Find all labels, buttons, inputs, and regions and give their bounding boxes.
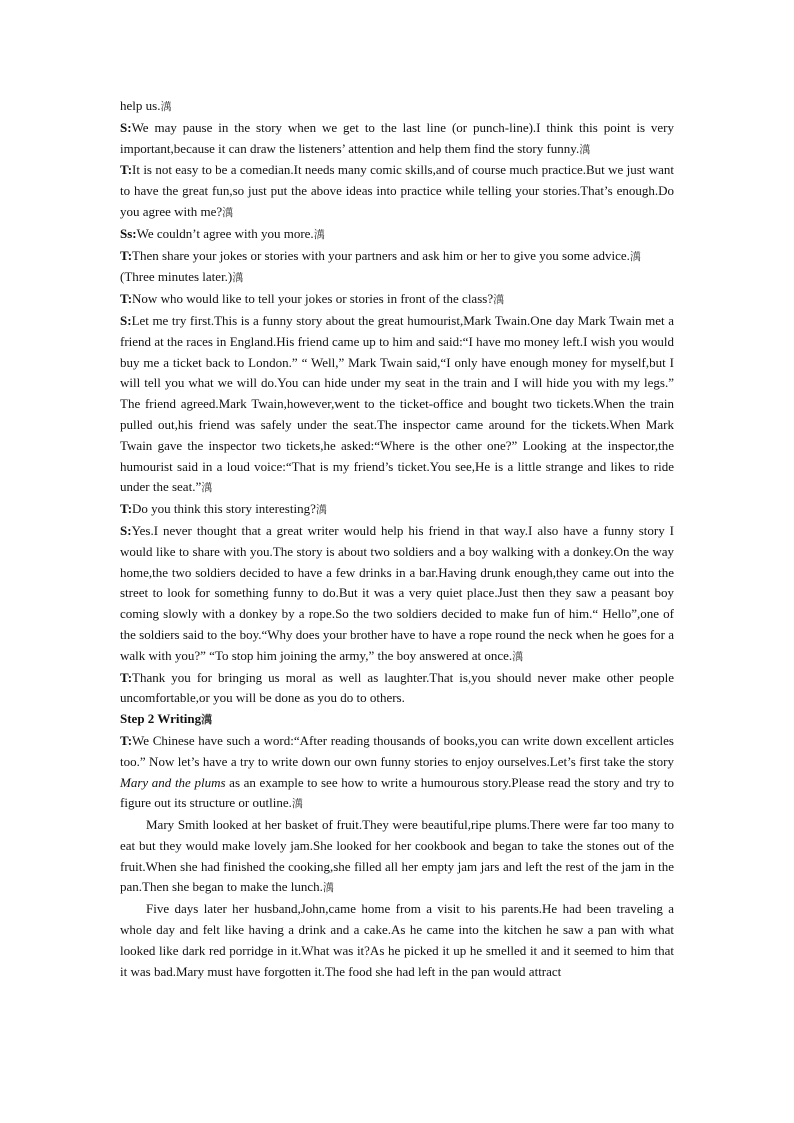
speaker-label: S:	[120, 312, 132, 328]
paragraph-mark: 澫	[201, 713, 213, 727]
paragraph-mark: 澫	[629, 249, 641, 263]
paragraph-mark: 澫	[315, 503, 327, 517]
paragraph-1: S:We may pause in the story when we get to the last line (or punch-line).I think this point is very important,because it can draw the listeners’ attention and help them find the story funny.澫	[120, 119, 674, 156]
paragraph-9: S:Yes.I never thought that a great writer would help his friend in that way.I also have a funny story I would like to share with you.The story is about two soldiers and a boy walking with a donkey.On the way home,the two soldiers decided to have a few drinks in a bar.Having drunk enough,they came out into the street to look for something funny to do.But it was a very quiet place.Just then they saw a peasant boy coming slowly with a donkey by a rope.So the two soldiers decided to make fun of him.“ Hello”,one of the soldiers said to the boy.“Why does your brother have to have a rope round the neck when he goes for a walk with you?” “To stop him joining the army,” the boy answered at once.澫	[120, 522, 674, 663]
paragraph-mark: 澫	[322, 881, 334, 895]
speaker-label: T:	[120, 162, 133, 178]
story-paragraph-1: Mary Smith looked at her basket of fruit.They were beautiful,ripe plums.There were far too many to eat but they would make lovely jam.She looked for her cookbook and began to take the stones out of the fruit.When she had finished the cooking,she filled all her empty jam jars and left the rest of the jam in the pan.Then she began to make the lunch.澫	[120, 817, 674, 895]
paragraph-2: T:It is not easy to be a comedian.It needs many comic skills,and of course much practice.But we just want to have the great fun,so just put the above ideas into practice while telling your stories.That’s enough.Do you agree with me?澫	[120, 162, 674, 219]
paragraph-10: T:Thank you for bringing us moral as well as laughter.That is,you should never make other people uncomfortable,or you will be done as you do to others.	[120, 669, 674, 706]
speaker-label: S:	[120, 119, 132, 135]
paragraph-mark: 澫	[579, 142, 591, 156]
speaker-label: T:	[120, 501, 133, 517]
paragraph-0: help us.澫	[120, 98, 172, 113]
paragraph-mark: 澫	[222, 205, 234, 219]
paragraph-6: T:Now who would like to tell your jokes or stories in front of the class?澫	[120, 291, 505, 307]
paragraph-mark: 澫	[512, 649, 524, 663]
speaker-label: S:	[120, 522, 132, 538]
story-title: Mary and the plums	[120, 774, 226, 790]
paragraph-8: T:Do you think this story interesting?澫	[120, 501, 327, 517]
document-page	[120, 96, 674, 982]
paragraph-4: T:Then share your jokes or stories with your partners and ask him or her to give you some advice.澫	[120, 247, 641, 263]
speaker-label: T:	[120, 732, 133, 748]
paragraph-mark: 澫	[232, 271, 244, 285]
speaker-label: Ss:	[120, 225, 137, 241]
story-paragraph-2: Five days later her husband,John,came home from a visit to his parents.He had been traveling a whole day and felt like having a drink and a cake.As he came into the kitchen he saw a pan with what looked like dark red porridge in it.What was it?As he picked it up he smelled it and it seemed to him that it was bad.Mary must have forgotten it.The food she had left in the pan would attract	[120, 901, 674, 979]
section-heading: Step 2 Writing澫	[120, 711, 213, 727]
paragraph-mark: 澫	[291, 797, 303, 811]
paragraph-mark: 澫	[160, 100, 172, 113]
speaker-label: T:	[120, 247, 133, 263]
paragraph-12: T:We Chinese have such a word:“After reading thousands of books,you can write down excellent articles too.” Now let’s have a try to write down our own funny stories to enjoy ourselves.Let’s first take the story Mary and the plums as an example to see how to write a humourous story.Please read the story and try to figure out its structure or outline.澫	[120, 732, 674, 811]
speaker-label: T:	[120, 669, 133, 685]
paragraph-3: Ss:We couldn’t agree with you more.澫	[120, 225, 325, 241]
paragraph-mark: 澫	[201, 481, 213, 495]
speaker-label: T:	[120, 291, 133, 307]
paragraph-5: (Three minutes later.)澫	[120, 269, 244, 285]
paragraph-mark: 澫	[493, 293, 505, 307]
paragraph-mark: 澫	[313, 227, 325, 241]
paragraph-7: S:Let me try first.This is a funny story about the great humourist,Mark Twain.One day Mark Twain met a friend at the races in England.His friend came up to him and said:“I have mo money left.I wish you would buy me a ticket back to London.” “ Well,” Mark Twain said,“I only have enough money for myself,but I will tell you what we will do.You can hide under my seat in the train and I will hide you with my legs.” The friend agreed.Mark Twain,however,went to the ticket-office and bought two tickets.When the train pulled out,his friend was safely under the seat.The inspector came around for the tickets.When Mark Twain gave the inspector two tickets,he asked:“Where is the other one?” Looking at the inspector,the humourist said in a loud voice:“That is my friend’s ticket.You see,He is a little strange and likes to ride under the seat.”澫	[120, 312, 674, 495]
